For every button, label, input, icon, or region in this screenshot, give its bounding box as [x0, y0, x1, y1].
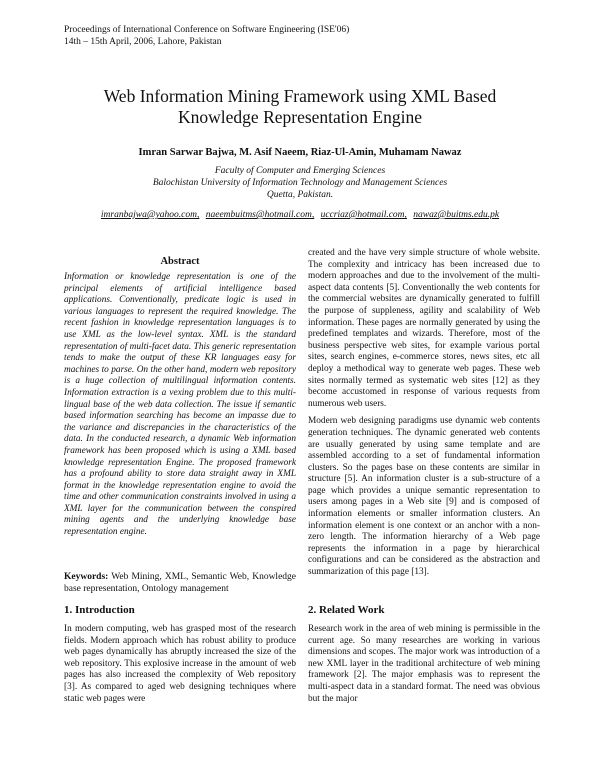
related-work-text: Research work in the area of web mining is permissible in the current age. So many researches are working in various dimensions and scopes. The major work was introduction of a new XML layer in the traditional architecture of web mining framework [2]. The major emphasis was to represent the multi-aspect data in a standard format. The need was obvious but the major: [308, 624, 540, 704]
author-emails: [60, 210, 540, 220]
email-link[interactable]: nawaz@buitms.edu.pk: [413, 210, 500, 220]
proceedings-header: [64, 24, 349, 48]
authors: Imran Sarwar Bajwa, M. Asif Naeem, Riaz-Ul-Amin, Muhamam Nawaz: [138, 147, 462, 158]
keywords-text: Web Mining, XML, Semantic Web, Knowledge base representation, Ontology management: [64, 572, 296, 594]
title-line-1: Web Information Mining Framework using XML Based: [103, 86, 497, 106]
right-paragraph-2: Modern web designing paradigms use dynamic web contents generation techniques. The dynamic generated web contents are usually generated by using same template and are assembled according to a set of fundamental information clusters. So the pages base on these contents are similar in structure [5]. An information cluster is a sub-structure of a page which provides a unique semantic representation to users among pages in a Web site [9] and is composed of information elements or smaller information clusters. An information element is one context or an anchor with a non-zero length. The information hierarchy of a Web page represents the information in a page by hierarchical configurations and can be considered as the abstraction and summarization of this page [13].: [308, 416, 540, 578]
email-link[interactable]: uccriaz@hotmail.com,: [320, 210, 407, 220]
section-heading-related-work: 2. Related Work: [308, 604, 385, 616]
affiliation-line-1: Faculty of Computer and Emerging Sciences: [214, 166, 386, 176]
abstract-heading: Abstract: [160, 256, 200, 267]
header-line-1: Proceedings of International Conference on Software Engineering (ISE'06): [64, 25, 350, 35]
keywords-label: Keywords:: [64, 572, 109, 582]
right-column-text: [308, 248, 540, 585]
paper-title: [60, 86, 540, 128]
affiliation-line-3: Quetta, Pakistan.: [266, 190, 334, 200]
right-paragraph-1: created and the have very simple structure of whole website. The complexity and intricacy has been increased due to modern approaches and due to the involvement of the multi-aspect data contents [5]. Conventionally the web contents for the commercial websites are dynamically generated to fulfill the purpose of suppleness, agility and scalability of Web information. These pages are normally generated by using the predefined templates and wizards. Therefore, most of the business perspective web sites, for example various portal sites, search engines, e-commerce stores, news sites, etc all deploy a methodical way to generate web pages. These web sites normally termed as systematic web sites [12] as they become accustomed in response of various requests from numerous web users.: [308, 248, 540, 409]
affiliation-line-2: Balochistan University of Information Technology and Management Sciences: [152, 178, 448, 188]
affiliation: [60, 165, 540, 201]
keywords: [64, 572, 296, 595]
email-link[interactable]: imranbajwa@yahoo.com,: [100, 210, 200, 220]
abstract-text: Information or knowledge representation is one of the principal elements of artificial intelligence based applications. Conventionally, predicate logic is used in various languages to represent the required knowledge. The recent fashion in knowledge representation languages is to use XML as the low-level syntax. XML is the standard representation of multi-facet data. This generic representation tends to make the output of these KR languages easy for machines to parse. On the other hand, modern web repository is a huge collection of multilingual information contents. Information extraction is a vexing problem due to this multi-lingual base of the web data collection. The issue if semantic based information searching has become an impasse due to the variance and discrepancies in the characteristics of the data. In the conducted research, a dynamic Web information framework has been proposed which is using a XML based knowledge representation Engine. The proposed framework has a profound ability to store data straight away in XML format in the knowledge representation engine to avoid the time and other communication constraints involved in using a XML layer for the communication between the conspired mining agents and the underlying knowledge base representation engine.: [64, 272, 296, 538]
email-link[interactable]: naeembuitms@hotmail.com,: [205, 210, 315, 220]
title-line-2: Knowledge Representation Engine: [178, 107, 422, 127]
header-line-2: 14th – 15th April, 2006, Lahore, Pakistan: [64, 37, 222, 47]
introduction-text: In modern computing, web has grasped most of the research fields. Modern approach which has robust ability to produce web pages dynamically has abruptly increased the size of the web repository. This explosive increase in the amount of web pages has also increased the complexity of Web repository [3]. As compared to aged web designing techniques where static web pages were: [64, 624, 296, 704]
section-heading-introduction: 1. Introduction: [64, 604, 135, 616]
